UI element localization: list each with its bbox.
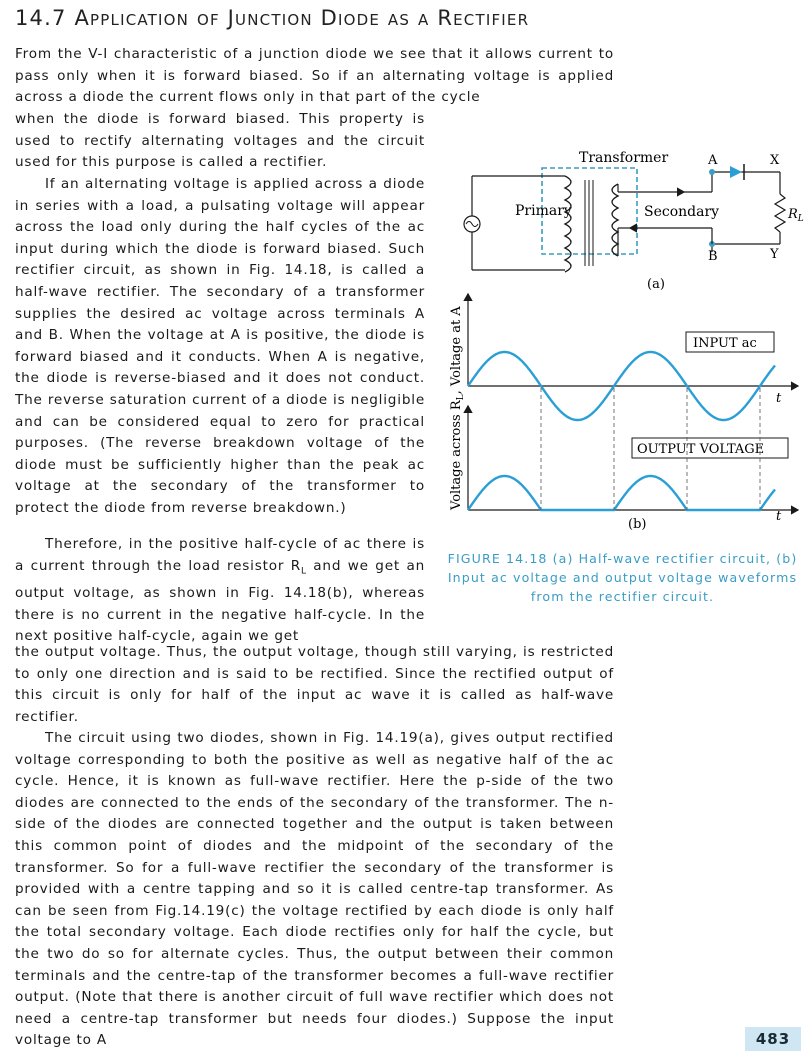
paragraph-3-narrow: Therefore, in the positive half-cycle of ac there is a current through the load resistor $R_L$ and we get an output voltage, as shown in Fig. 14.18(b), whereas there is no current in the negative half-cycle. In the next positive half-cycle, again we get [15,536,425,645]
load-label: $R_L$ [788,207,804,224]
output-label: OUTPUT VOLTAGE [637,442,765,457]
terminal-y-label: Y [770,247,779,262]
primary-label: Primary [515,203,572,219]
paragraph-2: If an alternating voltage is applied across a diode in series with a load, a pulsating voltage will appear across the load only during the half cycles of the ac input during which the diode is forward biased. Such rectifier circuit, as shown in Fig. 14.18, is called a half-wave rectifier. The secondary of a transformer supplies the desired ac voltage across terminals A and B. When the voltage at A is positive, the diode is forward biased and it conducts. When A is negative, the diode is reverse-biased and it does not conduct. The reverse saturation current of a diode is negligible and can be considered equal to zero for practical purposes. (The reverse breakdown voltage of the diode must be sufficiently higher than the peak ac voltage at the secondary of the transformer to protect the diode from reverse breakdown.) [15,176,425,516]
secondary-coil-icon [612,184,618,256]
transformer-label: Transformer [579,150,669,166]
page-number: 483 [745,1027,801,1051]
paragraph-1-narrow: when the diode is forward biased. This property is used to rectify alternating voltages and the circuit used for this purpose is called a rectifier. [15,111,425,171]
terminal-x-label: X [770,153,780,168]
section-heading [15,6,635,30]
figure-caption: FIGURE 14.18 (a) Half-wave rectifier circuit, (b) Input ac voltage and output voltage waveforms from the rectifier circuit. [447,551,798,604]
time-label-input: t [776,391,782,406]
panel-b-label: (b) [628,517,647,532]
output-half-wave [468,476,775,510]
terminal-a-label: A [708,153,718,168]
paragraph-3-wide: the output voltage. Thus, the output voltage, though still varying, is restricted to only one direction and is said to be rectified. Since the rectified output of this circuit is only for half of the input ac wave it is called as half-wave rectifier. [15,644,614,725]
y-axis-label: Voltage across $R_L$, Voltage at A [449,306,466,510]
figure-14-18 [440,148,808,548]
panel-a-label-text: (a) [647,277,665,292]
section-title: Application of Junction Diode as a Rectifier [74,6,530,30]
paragraph-1-wide: From the V-I characteristic of a junction diode we see that it allows current to pass only when it is forward biased. So if an alternating voltage is applied across a diode the current flows only in that part of the cycle [15,46,614,106]
circuit-diagram [464,150,804,292]
time-label-output: t [776,509,782,524]
figure-svg [440,148,808,548]
primary-coil-icon [565,176,571,272]
waveform-plot [449,294,798,532]
secondary-label: Secondary [644,204,720,220]
diode-icon [730,166,742,178]
terminal-b-label: B [708,249,718,264]
section-number: 14.7 [15,6,67,30]
paragraph-4: The circuit using two diodes, shown in Fig. 14.19(a), gives output rectified voltage corresponding to both the positive as well as negative half of the ac cycle. Hence, it is known as full-wave rectifier. Here the p-side of the two diodes are connected to the ends of the secondary of the transformer. The n-side of the diodes are connected together and the output is taken between this common point of diodes and the midpoint of the secondary of the transformer. So for a full-wave rectifier the secondary of the transformer is provided with a centre tapping and so it is called centre-tap transformer. As can be seen from Fig.14.19(c) the voltage rectified by each diode is only half the total secondary voltage. Each diode rectifies only for half the cycle, but the two do so for alternate cycles. Thus, the output between their common terminals and the centre-tap of the transformer becomes a full-wave rectifier output. (Note that there is another circuit of full wave rectifier which does not need a centre-tap transformer but needs four diodes.) Suppose the input voltage to A [15,730,614,1049]
input-label: INPUT ac [693,336,757,351]
resistor-icon [775,194,785,232]
